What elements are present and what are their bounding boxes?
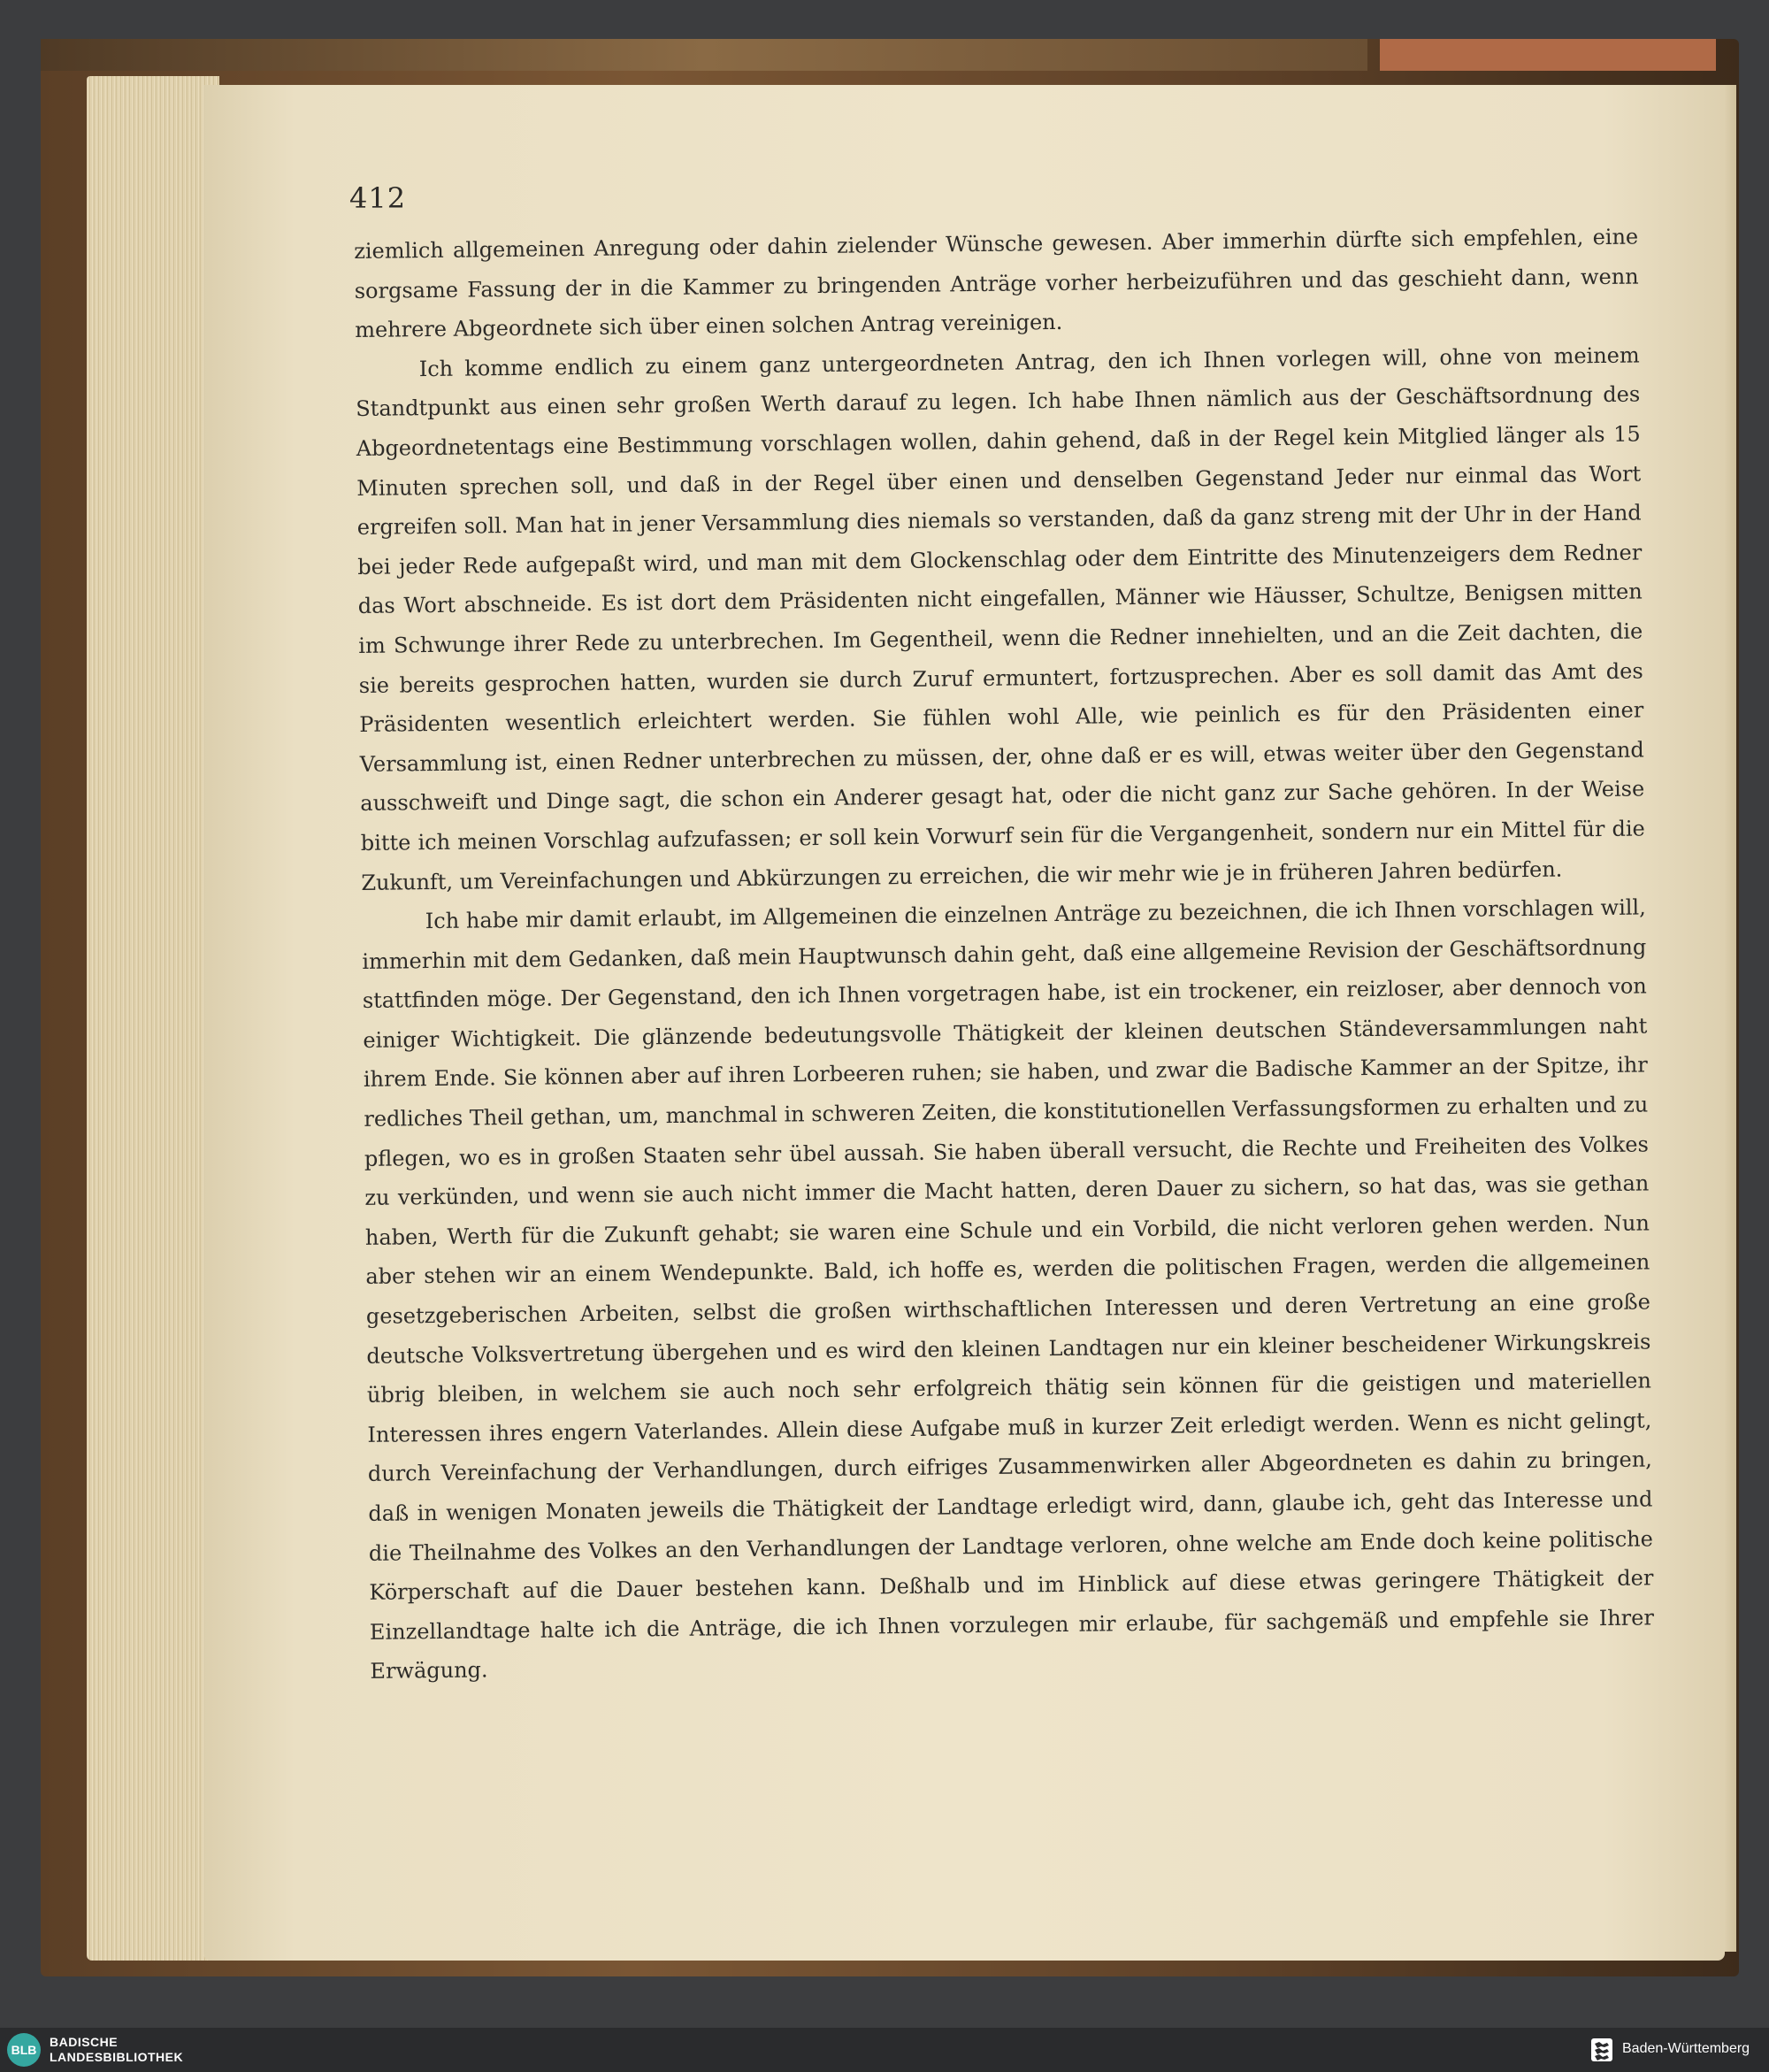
state-name[interactable]: Baden-Württemberg <box>1622 2041 1750 2056</box>
page-number: 412 <box>349 181 407 215</box>
page-edges <box>87 76 219 1961</box>
viewer-footer <box>0 2028 1769 2072</box>
book-cover-top-edge <box>41 39 1367 71</box>
paragraph-1: ziemlich allgemeinen Anregung oder dahin zielender Wünsche gewesen. Aber immerhin dürfte sich empfehlen, eine sorgsame Fassung der in die Kammer zu bringenden Anträge vorher herbeizuführen und das geschieht dann, wenn mehrere Abgeordnete sich über einen solchen Antrag vereinigen. <box>354 224 1639 343</box>
page-text <box>354 218 1655 1692</box>
book-cover-corner <box>1380 39 1716 71</box>
library-name-line-2: LANDESBIBLIOTHEK <box>50 2050 184 2064</box>
paragraph-3: Ich habe mir damit erlaubt, im Allgemeinen die einzelnen Anträge zu bezeichnen, die ich Ihnen vorschlagen will, immerhin mit dem Gedanken, daß mein Hauptwunsch dahin geht, daß eine allgemeine Revision der Geschäftsordnung stattfinden möge. Der Gegenstand, den ich Ihnen vorgetragen habe, ist ein trockener, ein reizloser, aber dennoch von einiger Wichtigkeit. Die glänzende bedeutungsvolle Thätigkeit der kleinen deutschen Ständeversammlungen naht ihrem Ende. Sie können aber auf ihren Lorbeeren ruhen; sie haben, und zwar die Badische Kammer an der Spitze, ihr redliches Theil gethan, um, manchmal in schweren Zeiten, die konstitutionellen Verfassungsformen zu erhalten und zu pflegen, wo es in großen Staaten sehr übel aussah. Sie haben überall versucht, die Rechte und Freiheiten des Volkes zu verkünden, und wenn sie auch nicht immer die Macht hatten, deren Dauer zu sichern, so hat das, was sie gethan haben, Werth für die Zukunft gehabt; sie waren eine Schule und ein Vorbild, die nicht verloren gehen werden. Nun aber stehen wir an einem Wendepunkte. Bald, ich hoffe es, werden die politischen Fragen, werden die allgemeinen gesetzgeberischen Arbeiten, selbst die großen wirthschaftlichen Interessen und deren Vertretung an eine große deutsche Volksvertretung übergehen und es wird den kleinen Landtagen nur ein kleiner bescheidener Wirkungskreis übrig bleiben, in welchem sie auch noch sehr erfolgreich thätig sein können für die geistigen und materiellen Interessen ihres engern Vaterlandes. Allein diese Aufgabe muß in kurzer Zeit erledigt werden. Wenn es nicht gelingt, durch Vereinfachung der Verhandlungen, durch eifriges Zusammenwirken aller Abgeordneten es dahin zu bringen, daß in wenigen Monaten jeweils die Thätigkeit der Landtage erledigt wird, dann, glaube ich, geht das Interesse und die Theilnahme des Volkes an den Verhandlungen der Landtage verloren, ohne welche am Ende doch keine politische Körperschaft auf die Dauer bestehen kann. Deßhalb und im Hinblick auf diese etwas geringere Thätigkeit der Einzellandtage halte ich die Anträge, die ich Ihnen vorzulegen mir erlaube, für sachgemäß und empfehle sie Ihrer Erwägung. <box>362 894 1655 1684</box>
library-name-line-1: BADISCHE <box>50 2035 119 2049</box>
paragraph-2: Ich komme endlich zu einem ganz untergeordneten Antrag, den ich Ihnen vorlegen will, ohne von meinem Standtpunkt aus einen sehr großen Werth darauf zu legen. Ich habe Ihnen nämlich aus der Geschäftsordnung des Abgeordnetentags eine Bestimmung vorschlagen wollen, dahin gehend, daß in der Regel kein Mitglied länger als 15 Minuten sprechen soll, und daß in der Regel über einen und denselben Gegenstand Jeder nur einmal das Wort ergreifen soll. Man hat in jener Versammlung dies niemals so verstanden, daß da ganz streng mit der Uhr in der Hand bei jeder Rede aufgepaßt wird, und man mit dem Glockenschlag oder dem Eintritte des Minutenzeigers dem Redner das Wort abschneide. Es ist dort dem Präsidenten nicht eingefallen, Männer wie Häusser, Schultze, Benigsen mitten im Schwunge ihrer Rede zu unterbrechen. Im Gegentheil, wenn die Redner innehielten, und an die Zeit dachten, die sie bereits gesprochen hatten, wurden sie durch Zuruf ermuntert, fortzusprechen. Aber es soll damit das Amt des Präsidenten wesentlich erleichtert werden. Sie fühlen wohl Alle, wie peinlich es für den Präsidenten einer Versammlung ist, einen Redner unterbrechen zu müssen, der, ohne daß er es will, etwas weiter über den Gegenstand ausschweift und Dinge sagt, die schon ein Anderer gesagt hat, oder die nicht ganz zur Sache gehören. In der Weise bitte ich meinen Vorschlag aufzufassen; er soll kein Vorwurf sein für die Vergangenheit, sondern nur ein Mittel für die Zukunft, um Vereinfachungen und Abkürzungen zu erreichen, die wir mehr wie je in früheren Jahren bedürfen. <box>356 342 1645 895</box>
blb-logo[interactable]: BLB <box>7 2033 41 2067</box>
library-name[interactable] <box>50 2035 183 2065</box>
coat-of-arms-icon <box>1589 2037 1615 2063</box>
